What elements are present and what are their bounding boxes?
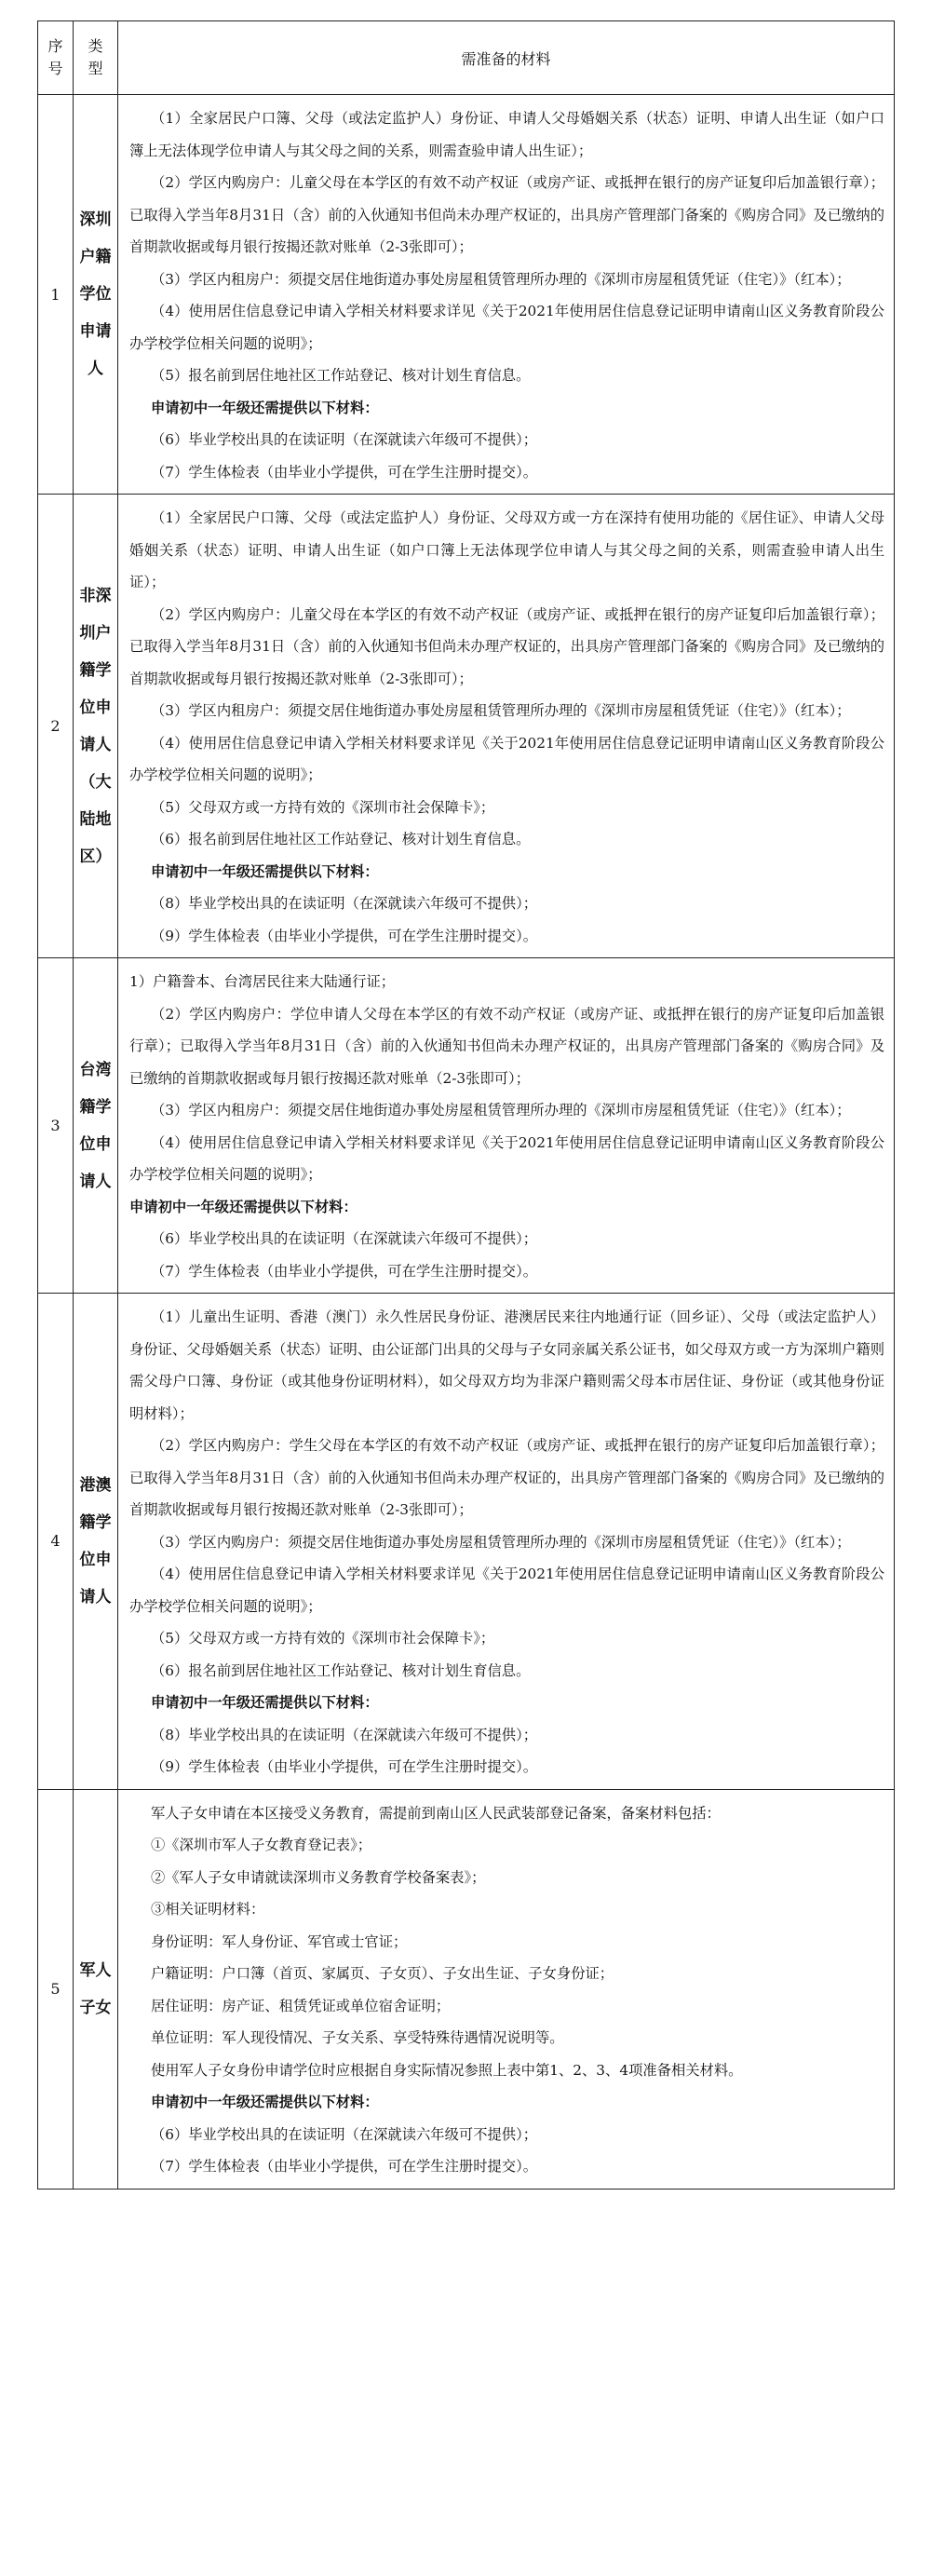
material-item: （7）学生体检表（由毕业小学提供，可在学生注册时提交）。 [150,1262,538,1280]
table-row [38,495,895,958]
row-serial-number: 1 [38,95,74,495]
applicant-type-segment: 非深 [79,586,112,605]
section-subheading: 申请初中一年级还需提供以下材料： [129,1198,358,1215]
row-serial-number: 3 [38,958,74,1294]
material-item: ③相关证明材料： [150,1901,265,1918]
row-applicant-type [74,495,118,958]
applicant-type-segment: 位申 [79,1134,112,1154]
material-item: （4）使用居住信息登记申请入学相关材料要求详见《关于2021年使用居住信息登记证明申请南山区义务教育阶段公办学校学位相关问题的说明》； [129,1566,884,1615]
material-item: （6）报名前到居住地社区工作站登记、核对计划生育信息。 [150,1661,531,1679]
material-item: （4）使用居住信息登记申请入学相关材料要求详见《关于2021年使用居住信息登记证明申请南山区义务教育阶段公办学校学位相关问题的说明》； [129,1133,884,1183]
material-item: （9）学生体检表（由毕业小学提供，可在学生注册时提交）。 [150,1758,538,1775]
table-row [38,958,895,1294]
applicant-type-segment: 深圳 [79,210,112,229]
material-item: 单位证明：军人现役情况、子女关系、享受特殊待遇情况说明等。 [150,2029,564,2046]
header-type [74,21,118,95]
material-item: （1）儿童出生证明、香港（澳门）永久性居民身份证、港澳居民来往内地通行证（回乡证）、父母（或法定监护人）身份证、父母婚姻关系（状态）证明、由公证部门出具的父母与子女同亲属关系公证书，如父母双方或一方为深圳户籍则需父母户口簿、身份证（或其他身份证明材料），如父母双方均为非深户籍则需父母本市居住证、身份证（或其他身份证明材料）； [129,1308,884,1422]
row-serial-number: 4 [38,1294,74,1790]
applicant-type-segment: 人 [88,359,103,378]
material-item: 居住证明：房产证、租赁凭证或单位宿舍证明； [150,1997,451,2014]
material-item: （8）毕业学校出具的在读证明（在深就读六年级可不提供）； [150,895,538,912]
applicant-type-segment: 请人 [79,1172,112,1191]
header-materials: 需准备的材料 [118,21,895,95]
material-item: （3）学区内购房户：须提交居住地街道办事处房屋租赁管理所办理的《深圳市房屋租赁凭证（住宅）》（红本）； [150,1533,851,1551]
row-required-materials [118,1294,895,1790]
applicant-type-segment: 位申 [79,1550,112,1569]
material-item: （1）全家居民户口簿、父母（或法定监护人）身份证、申请人父母婚姻关系（状态）证明、申请人出生证（如户口簿上无法体现学位申请人与其父母之间的关系，则需查验申请人出生证）； [129,110,884,159]
section-subheading: 申请初中一年级还需提供以下材料： [150,399,379,416]
material-item: （3）学区内租房户：须提交居住地街道办事处房屋租赁管理所办理的《深圳市房屋租赁凭证（住宅）》（红本）； [150,702,851,719]
material-item: （6）毕业学校出具的在读证明（在深就读六年级可不提供）； [150,2125,538,2143]
table-row [38,1789,895,2189]
material-item: （6）报名前到居住地社区工作站登记、核对计划生育信息。 [150,831,531,847]
section-subheading: 申请初中一年级还需提供以下材料： [150,2094,379,2110]
material-item: 使用军人子女身份申请学位时应根据自身实际情况参照上表中第1、2、3、4项准备相关材料。 [150,2061,743,2079]
row-required-materials [118,1789,895,2189]
material-item: （9）学生体检表（由毕业小学提供，可在学生注册时提交）。 [150,927,538,944]
material-item: （4）使用居住信息登记申请入学相关材料要求详见《关于2021年使用居住信息登记证明申请南山区义务教育阶段公办学校学位相关问题的说明》； [129,303,884,352]
material-item: 户籍证明：户口簿（首页、家属页、子女页）、子女出生证、子女身份证； [150,1965,614,1982]
header-serial-char: 号 [47,60,63,77]
section-subheading: 申请初中一年级还需提供以下材料： [150,1694,379,1711]
material-item: 1）户籍誊本、台湾居民往来大陆通行证； [129,973,396,990]
material-item: 军人子女申请在本区接受义务教育，需提前到南山区人民武装部登记备案，备案材料包括： [150,1804,721,1822]
row-serial-number: 5 [38,1789,74,2189]
header-type-char: 型 [88,60,103,77]
material-item: （6）毕业学校出具的在读证明（在深就读六年级可不提供）； [150,431,538,448]
applicant-type-segment: 请人 [79,735,112,754]
material-item: ①《深圳市军人子女教育登记表》； [150,1837,372,1853]
row-required-materials [118,95,895,495]
applicant-type-segment: 籍学 [79,660,112,680]
applicant-type-segment: 籍学 [79,1097,112,1117]
material-item: （6）毕业学校出具的在读证明（在深就读六年级可不提供）； [150,1230,538,1247]
applicant-type-segment: 户籍 [79,248,112,266]
row-serial-number: 2 [38,495,74,958]
header-serial-number [38,21,74,95]
material-item: （5）报名前到居住地社区工作站登记、核对计划生育信息。 [150,367,531,384]
material-item: （8）毕业学校出具的在读证明（在深就读六年级可不提供）； [150,1726,538,1743]
material-item: （2）学区内购房户：学位申请人父母在本学区的有效不动产权证（或房产证、或抵押在银行的房产证复印后加盖银行章）；已取得入学当年8月31日（含）前的入伙通知书但尚未办理产权证的，出具房产管理部门备案的《购房合同》及已缴纳的首期款收据或每月银行按揭还款对账单（2-3张即可）； [129,1005,884,1087]
material-item: （7）学生体检表（由毕业小学提供，可在学生注册时提交）。 [150,2158,538,2175]
applicant-type-segment: 军人 [79,1960,112,1980]
material-item: （5）父母双方或一方持有效的《深圳市社会保障卡》； [150,1630,495,1647]
table-row [38,1294,895,1790]
applicant-type-segment: 港澳 [79,1475,112,1495]
header-row [38,21,895,95]
row-applicant-type [74,1294,118,1790]
material-item: （1）全家居民户口簿、父母（或法定监护人）身份证、父母双方或一方在深持有使用功能的《居住证》、申请人父母婚姻关系（状态）证明、申请人出生证（如户口簿上无法体现学位申请人与其父母之间的关系，则需查验申请人出生证）； [129,509,884,590]
material-item: 身份证明：军人身份证、军官或士官证； [150,1932,408,1950]
applicant-type-segment: 请人 [79,1587,112,1607]
applicant-type-segment: 籍学 [79,1512,112,1532]
row-required-materials [118,495,895,958]
row-applicant-type [74,1789,118,2189]
material-item: （4）使用居住信息登记申请入学相关材料要求详见《关于2021年使用居住信息登记证明申请南山区义务教育阶段公办学校学位相关问题的说明》； [129,734,884,783]
row-applicant-type [74,95,118,495]
header-type-char: 类 [88,37,103,55]
applicant-type-segment: 区） [79,847,112,866]
row-required-materials [118,958,895,1294]
row-applicant-type [74,958,118,1294]
material-item: （7）学生体检表（由毕业小学提供，可在学生注册时提交）。 [150,463,538,481]
table-row [38,95,895,495]
applicant-type-segment: 子女 [79,1998,112,2017]
material-item: （3）学区内租房户：须提交居住地街道办事处房屋租赁管理所办理的《深圳市房屋租赁凭证（住宅）》（红本）； [150,270,851,288]
applicant-type-segment: 申请 [79,322,112,341]
applicant-type-segment: （大 [79,772,112,792]
material-item: （3）学区内租房户：须提交居住地街道办事处房屋租赁管理所办理的《深圳市房屋租赁凭证（住宅）》（红本）； [150,1102,851,1119]
section-subheading: 申请初中一年级还需提供以下材料： [150,862,379,880]
material-item: （5）父母双方或一方持有效的《深圳市社会保障卡》； [150,798,495,816]
applicant-type-segment: 圳户 [79,623,112,643]
material-item: （2）学区内购房户：儿童父母在本学区的有效不动产权证（或房产证、或抵押在银行的房产证复印后加盖银行章）；已取得入学当年8月31日（含）前的入伙通知书但尚未办理产权证的，出具房产管理部门备案的《购房合同》及已缴纳的首期款收据或每月银行按揭还款对账单（2-3张即可）； [129,174,884,255]
material-item: （2）学区内购房户：儿童父母在本学区的有效不动产权证（或房产证、或抵押在银行的房产证复印后加盖银行章）；已取得入学当年8月31日（含）前的入伙通知书但尚未办理产权证的，出具房产管理部门备案的《购房合同》及已缴纳的首期款收据或每月银行按揭还款对账单（2-3张即可）； [129,605,884,687]
applicant-type-segment: 位申 [79,698,112,717]
material-item: （2）学区内购房户：学生父母在本学区的有效不动产权证（或房产证、或抵押在银行的房产证复印后加盖银行章）；已取得入学当年8月31日（含）前的入伙通知书但尚未办理产权证的，出具房产管理部门备案的《购房合同》及已缴纳的首期款收据或每月银行按揭还款对账单（2-3张即可）； [129,1437,884,1518]
material-item: ②《军人子女申请就读深圳市义务教育学校备案表》； [150,1868,486,1886]
applicant-type-segment: 学位 [79,285,112,304]
applicant-type-segment: 台湾 [79,1060,112,1079]
applicant-type-segment: 陆地 [79,809,112,829]
materials-table [37,20,895,2190]
header-serial-char: 序 [47,37,63,55]
